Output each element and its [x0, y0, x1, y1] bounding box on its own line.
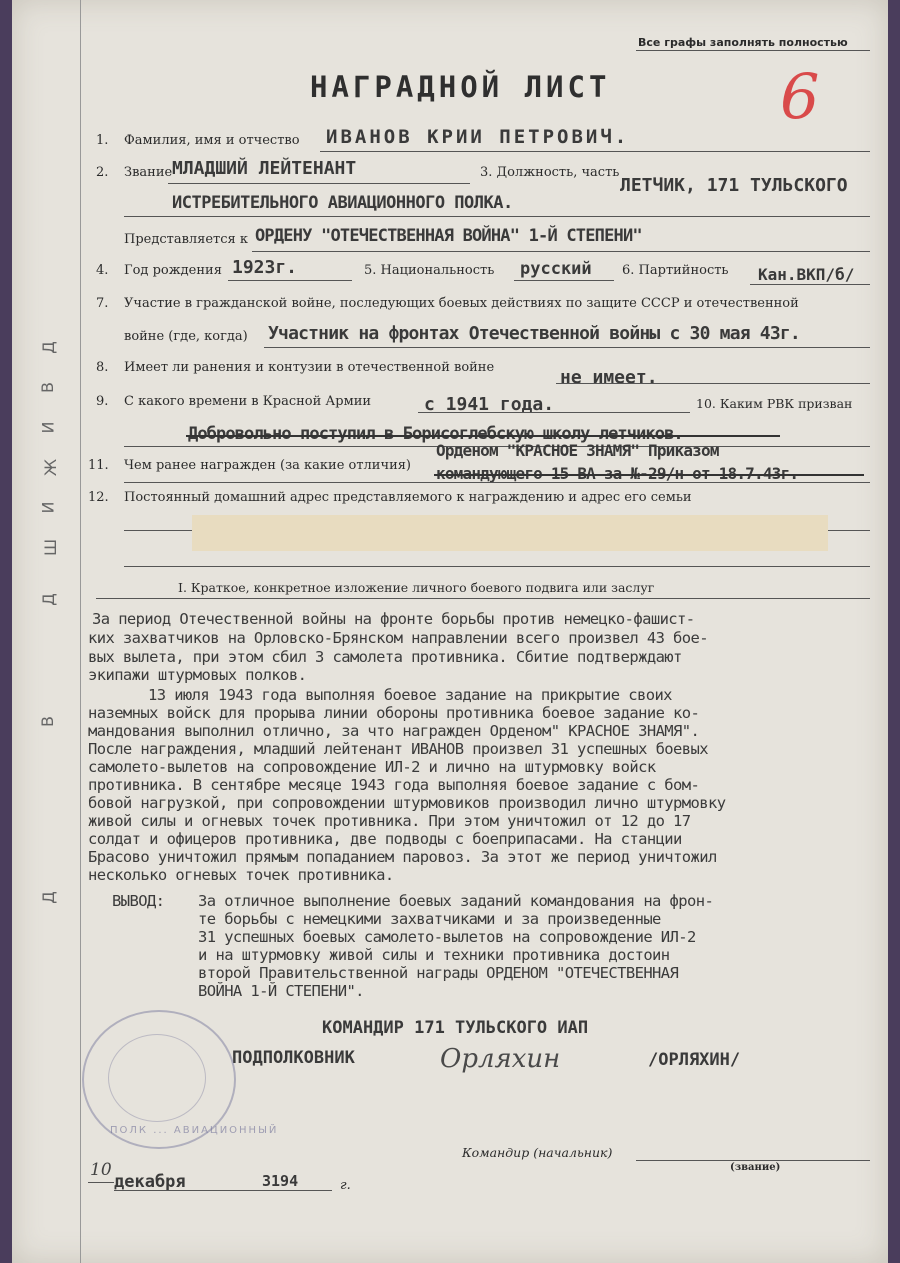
field-num: 4. [96, 263, 109, 278]
war-participation-value: Участник на фронтах Отечественной войны с 30 мая 43г. [268, 323, 800, 344]
body-line: солдат и офицеров противника, две подводы с боеприпасами. На станции [88, 830, 682, 848]
section-heading: I. Краткое, конкретное изложение личного боевого подвига или заслуг [178, 580, 655, 595]
present-label: Представляется к [124, 232, 248, 247]
body-line: живой силы и огневых точек противника. При этом уничтожил от 12 до 17 [88, 812, 691, 830]
round-stamp-inner [108, 1034, 206, 1122]
stamp-text: ПОЛК ... АВИАЦИОННЫЙ [110, 1125, 279, 1136]
body-line: За период Отечественной войны на фронте борьбы против немецко-фашист- [92, 610, 695, 628]
fill-all-notice: Все графы заполнять полностью [638, 36, 848, 49]
rvk-label: 10. Каким РВК призван [696, 396, 853, 411]
rank-label: Звание [124, 165, 173, 180]
margin-letter: Ш [41, 538, 61, 557]
margin-letter: Ж [41, 458, 61, 477]
field-num: 1. [96, 133, 109, 148]
date-year-suffix: г. [340, 1178, 351, 1193]
date-day: 10 [90, 1160, 112, 1180]
rank-value: МЛАДШИЙ ЛЕЙТЕНАНТ [172, 158, 357, 179]
commander-name: /ОРЛЯХИН/ [648, 1050, 741, 1070]
body-line: экипажи штурмовых полков. [88, 666, 307, 684]
body-line: мандования выполнил отлично, за что награжден Орденом" КРАСНОЕ ЗНАМЯ". [88, 722, 700, 740]
position-value: ЛЕТЧИК, 171 ТУЛЬСКОГО [620, 175, 848, 196]
conclusion-line: и на штурмовку живой силы и техники противника достоин [198, 946, 670, 964]
body-line: несколько огневых точек противника. [88, 866, 394, 884]
war-participation-label-cont: войне (где, когда) [124, 329, 248, 344]
body-line: вых вылета, при этом сбил 3 самолета противника. Сбитие подтверждают [88, 648, 682, 666]
margin-letter: В [37, 382, 57, 393]
body-line: бовой нагрузкой, при сопровождении штурмовиков производил лично штурмовку [88, 794, 726, 812]
signature-handwritten: Орляхин [440, 1044, 561, 1074]
rank-caption: (звание) [730, 1162, 781, 1173]
margin-letter: Д [38, 891, 58, 904]
field-num: 2. [96, 165, 109, 180]
birth-year-value: 1923г. [232, 257, 298, 278]
field-num: 8. [96, 360, 109, 375]
conclusion-line: За отличное выполнение боевых заданий командования на фрон- [198, 892, 714, 910]
commander-rank: ПОДПОЛКОВНИК [232, 1048, 355, 1068]
body-line: Брасово уничтожил прямым попаданием паровоз. За этот же период уничтожил [88, 848, 717, 866]
party-label: 6. Партийность [622, 263, 729, 278]
name-label: Фамилия, имя и отчество [124, 133, 300, 148]
field-num: 9. [96, 394, 109, 409]
conclusion-line: 31 успешных боевых самолето-вылетов на сопровождение ИЛ-2 [198, 928, 696, 946]
wounds-value: не имеет. [560, 367, 658, 388]
date-month: декабря [114, 1172, 186, 1192]
conclusion-label: ВЫВОД: [112, 892, 165, 910]
body-line: наземных войск для прорыва линии обороны противника боевое задание ко- [88, 704, 700, 722]
name-value: ИВАНОВ КРИИ ПЕТРОВИЧ. [326, 126, 630, 148]
war-participation-label: Участие в гражданской войне, последующих боевых действиях по защите СССР и отечественной [124, 296, 799, 311]
party-value: Кан.ВКП/б/ [758, 265, 855, 284]
army-since-value: с 1941 года. [424, 394, 555, 415]
commander-title: КОМАНДИР 171 ТУЛЬСКОГО ИАП [322, 1018, 589, 1038]
nationality-value: русский [520, 259, 592, 279]
conclusion-line: второй Правительственной награды ОРДЕНОМ "ОТЕЧЕСТВЕННАЯ [198, 964, 679, 982]
field-num: 7. [96, 296, 109, 311]
conclusion-line: ВОЙНА 1-Й СТЕПЕНИ". [198, 982, 364, 1000]
prior-award-label: Чем ранее награжден (за какие отличия) [124, 458, 412, 473]
margin-letter: Д [38, 593, 58, 606]
field-num: 12. [88, 490, 109, 505]
army-since-label: С какого времени в Красной Армии [124, 394, 372, 409]
birth-year-label: Год рождения [124, 263, 222, 278]
redacted-address [192, 515, 828, 551]
body-line: После награждения, младший лейтенант ИВАНОВ произвел 31 успешных боевых [88, 740, 708, 758]
nationality-label: 5. Национальность [364, 263, 495, 278]
handwritten-number: 6 [780, 60, 820, 133]
prior-award-value-cont: командующего 15 ВА за №-29/н от 18.7.43г. [436, 464, 799, 483]
position-value-cont: ИСТРЕБИТЕЛЬНОГО АВИАЦИОННОГО ПОЛКА. [172, 193, 513, 213]
commander-label: Командир (начальник) [462, 1145, 613, 1160]
wounds-label: Имеет ли ранения и контузии в отечественной войне [124, 360, 495, 375]
body-line: самолето-вылетов на сопровождение ИЛ-2 и лично на штурмовку войск [88, 758, 656, 776]
body-line: противника. В сентябре месяце 1943 года выполняя боевое задание с бом- [88, 776, 700, 794]
margin-rule [80, 0, 81, 1263]
home-address-label: Постоянный домашний адрес представляемого к награждению и адрес его семьи [124, 490, 692, 505]
margin-letter: И [38, 421, 58, 434]
body-line: 13 июля 1943 года выполняя боевое задание на прикрытие своих [148, 686, 672, 704]
margin-letter: В [37, 716, 57, 727]
body-line: ких захватчиков на Орловско-Брянском направлении всего произвел 43 бое- [88, 629, 708, 647]
position-label: 3. Должность, часть [480, 165, 620, 180]
page-title: НАГРАДНОЙ ЛИСТ [310, 70, 611, 104]
present-value: ОРДЕНУ "ОТЕЧЕСТВЕННАЯ ВОЙНА" 1-Й СТЕПЕНИ" [255, 226, 642, 246]
prior-award-value: Орденом "КРАСНОЕ ЗНАМЯ" Приказом [436, 441, 719, 460]
conclusion-line: те борьбы с немецкими захватчиками и за произведенные [198, 910, 661, 928]
margin-letter: И [38, 501, 58, 514]
date-year: 3194 [262, 1172, 299, 1190]
rvk-value: Добровольно поступил в Борисоглебскую школу летчиков. [188, 424, 683, 444]
field-num: 11. [88, 458, 109, 473]
margin-letter: Д [38, 341, 58, 354]
